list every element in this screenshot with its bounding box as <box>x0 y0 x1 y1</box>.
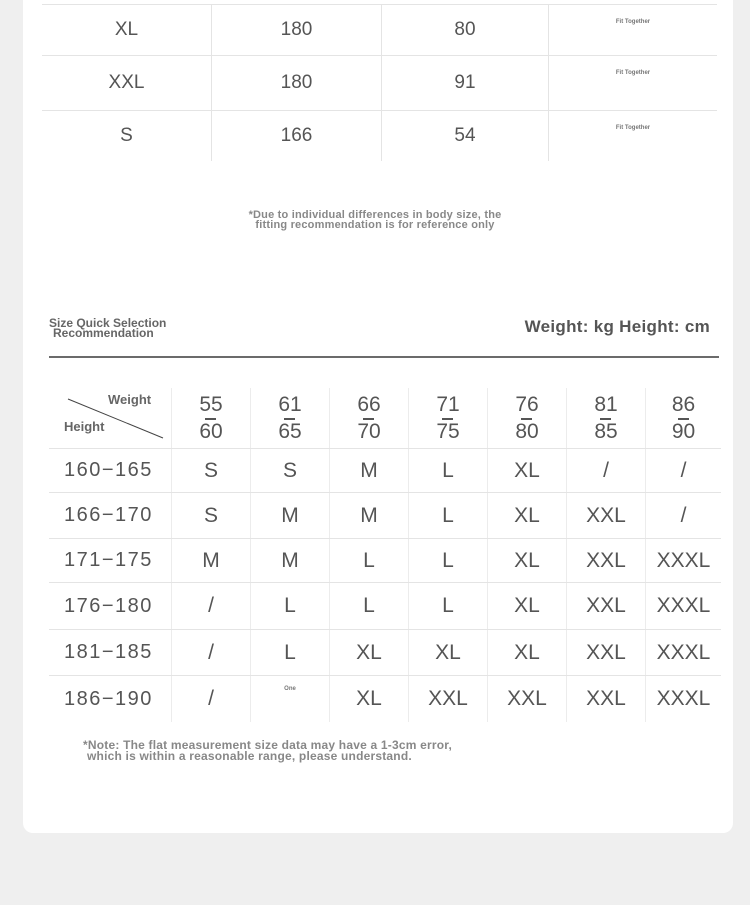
weight-cell: 80 <box>381 5 548 55</box>
fit-cell: Fit Together <box>548 111 717 161</box>
size-cell: XXL <box>566 493 645 538</box>
size-cell: XXXL <box>645 583 721 629</box>
size-cell: XL <box>487 539 566 582</box>
size-cell: S <box>250 449 329 492</box>
size-cell: S <box>120 125 133 146</box>
size-cell: M <box>250 493 329 538</box>
weight-range-cell <box>250 388 329 448</box>
grid-row <box>49 449 721 493</box>
size-cell: / <box>645 493 721 538</box>
size-cell: XXL <box>566 583 645 629</box>
weight-low: 76 <box>515 393 539 416</box>
weight-high: 80 <box>515 420 539 443</box>
weight-range-cell <box>171 388 250 448</box>
size-cell: / <box>171 630 250 675</box>
weight-high: 70 <box>357 420 381 443</box>
weight-low: 86 <box>671 393 696 416</box>
grid-row <box>49 630 721 676</box>
size-cell: XL <box>408 630 487 675</box>
size-cell: XL <box>487 630 566 675</box>
size-cell: XXXL <box>645 630 721 675</box>
size-cell: M <box>329 493 408 538</box>
size-cell: / <box>171 676 250 722</box>
weight-low: 55 <box>199 393 223 416</box>
grid-row <box>49 539 721 583</box>
height-cell: 166 <box>211 111 381 161</box>
weight-range-cell <box>408 388 487 448</box>
size-cell: / <box>171 583 250 629</box>
header-rule <box>49 356 719 358</box>
table-row <box>42 111 717 161</box>
weight-low: 81 <box>594 393 618 416</box>
units-label: Weight: kg Height: cm <box>524 317 710 336</box>
size-cell: XXXL <box>645 539 721 582</box>
height-range-cell: 186−190 <box>64 687 153 710</box>
size-cell: One <box>250 676 329 722</box>
corner-cell <box>49 388 171 448</box>
height-range-cell: 160−165 <box>64 459 153 481</box>
size-cell: XXL <box>108 72 145 93</box>
size-cell: L <box>408 449 487 492</box>
height-range-cell: 176−180 <box>64 594 153 617</box>
size-cell: M <box>171 539 250 582</box>
weight-high: 65 <box>278 420 302 443</box>
weight-range-cell <box>566 388 645 448</box>
reference-note <box>0 210 750 230</box>
size-cell: L <box>329 539 408 582</box>
size-cell: M <box>329 449 408 492</box>
height-axis-label: Height <box>64 419 105 434</box>
grid-header-row <box>49 388 721 449</box>
weight-high: 90 <box>671 420 696 443</box>
size-cell: L <box>408 493 487 538</box>
weight-range-cell <box>645 388 721 448</box>
reference-note-line: fitting recommendation is for reference only <box>255 219 495 231</box>
weight-cell: 91 <box>381 56 548 110</box>
height-range-cell: 181−185 <box>64 641 153 663</box>
height-range-cell: 166−170 <box>64 504 153 526</box>
size-cell: XXL <box>566 676 645 722</box>
table-row <box>42 56 717 110</box>
weight-cell: 54 <box>381 111 548 161</box>
weight-range-cell <box>329 388 408 448</box>
reference-note-line: *Due to individual differences in body size, the <box>248 209 502 221</box>
size-cell: S <box>171 493 250 538</box>
size-cell: L <box>250 583 329 629</box>
size-selection-grid <box>49 388 721 722</box>
fit-cell: Fit Together <box>548 56 717 110</box>
grid-row <box>49 583 721 630</box>
height-range-cell: 171−175 <box>64 549 153 571</box>
size-cell: XL <box>487 583 566 629</box>
size-cell: L <box>408 583 487 629</box>
size-cell: M <box>250 539 329 582</box>
size-cell: XL <box>114 19 139 40</box>
size-table <box>42 0 717 161</box>
size-cell: XL <box>487 449 566 492</box>
size-cell: XXL <box>566 630 645 675</box>
size-cell: L <box>408 539 487 582</box>
size-cell: XXXL <box>645 676 721 722</box>
weight-low: 61 <box>278 393 302 416</box>
measurement-note <box>83 740 452 762</box>
weight-low: 66 <box>357 393 381 416</box>
grid-row <box>49 493 721 539</box>
height-cell: 180 <box>211 56 381 110</box>
size-cell: XXL <box>408 676 487 722</box>
title-line: Size Quick Selection <box>49 316 167 330</box>
size-cell: XXL <box>487 676 566 722</box>
table-row <box>42 5 717 55</box>
grid-row <box>49 676 721 722</box>
size-cell: / <box>566 449 645 492</box>
weight-high: 85 <box>594 420 618 443</box>
size-cell: / <box>645 449 721 492</box>
height-cell: 180 <box>211 5 381 55</box>
fit-cell: Fit Together <box>548 5 717 55</box>
weight-range-cell <box>487 388 566 448</box>
size-cell: XL <box>487 493 566 538</box>
size-cell: S <box>171 449 250 492</box>
size-cell: XL <box>329 630 408 675</box>
measurement-note-line: which is within a reasonable range, please understand. <box>87 749 412 763</box>
title-line: Recommendation <box>53 326 154 340</box>
size-cell: L <box>329 583 408 629</box>
weight-high: 60 <box>199 420 223 443</box>
weight-high: 75 <box>436 420 460 443</box>
measurement-note-line: *Note: The flat measurement size data may have a 1-3cm error, <box>83 738 453 752</box>
weight-axis-label: Weight <box>108 392 152 407</box>
size-cell: XXL <box>566 539 645 582</box>
weight-low: 71 <box>436 393 460 416</box>
size-cell: L <box>250 630 329 675</box>
quick-selection-title <box>49 318 166 338</box>
size-cell: XL <box>329 676 408 722</box>
